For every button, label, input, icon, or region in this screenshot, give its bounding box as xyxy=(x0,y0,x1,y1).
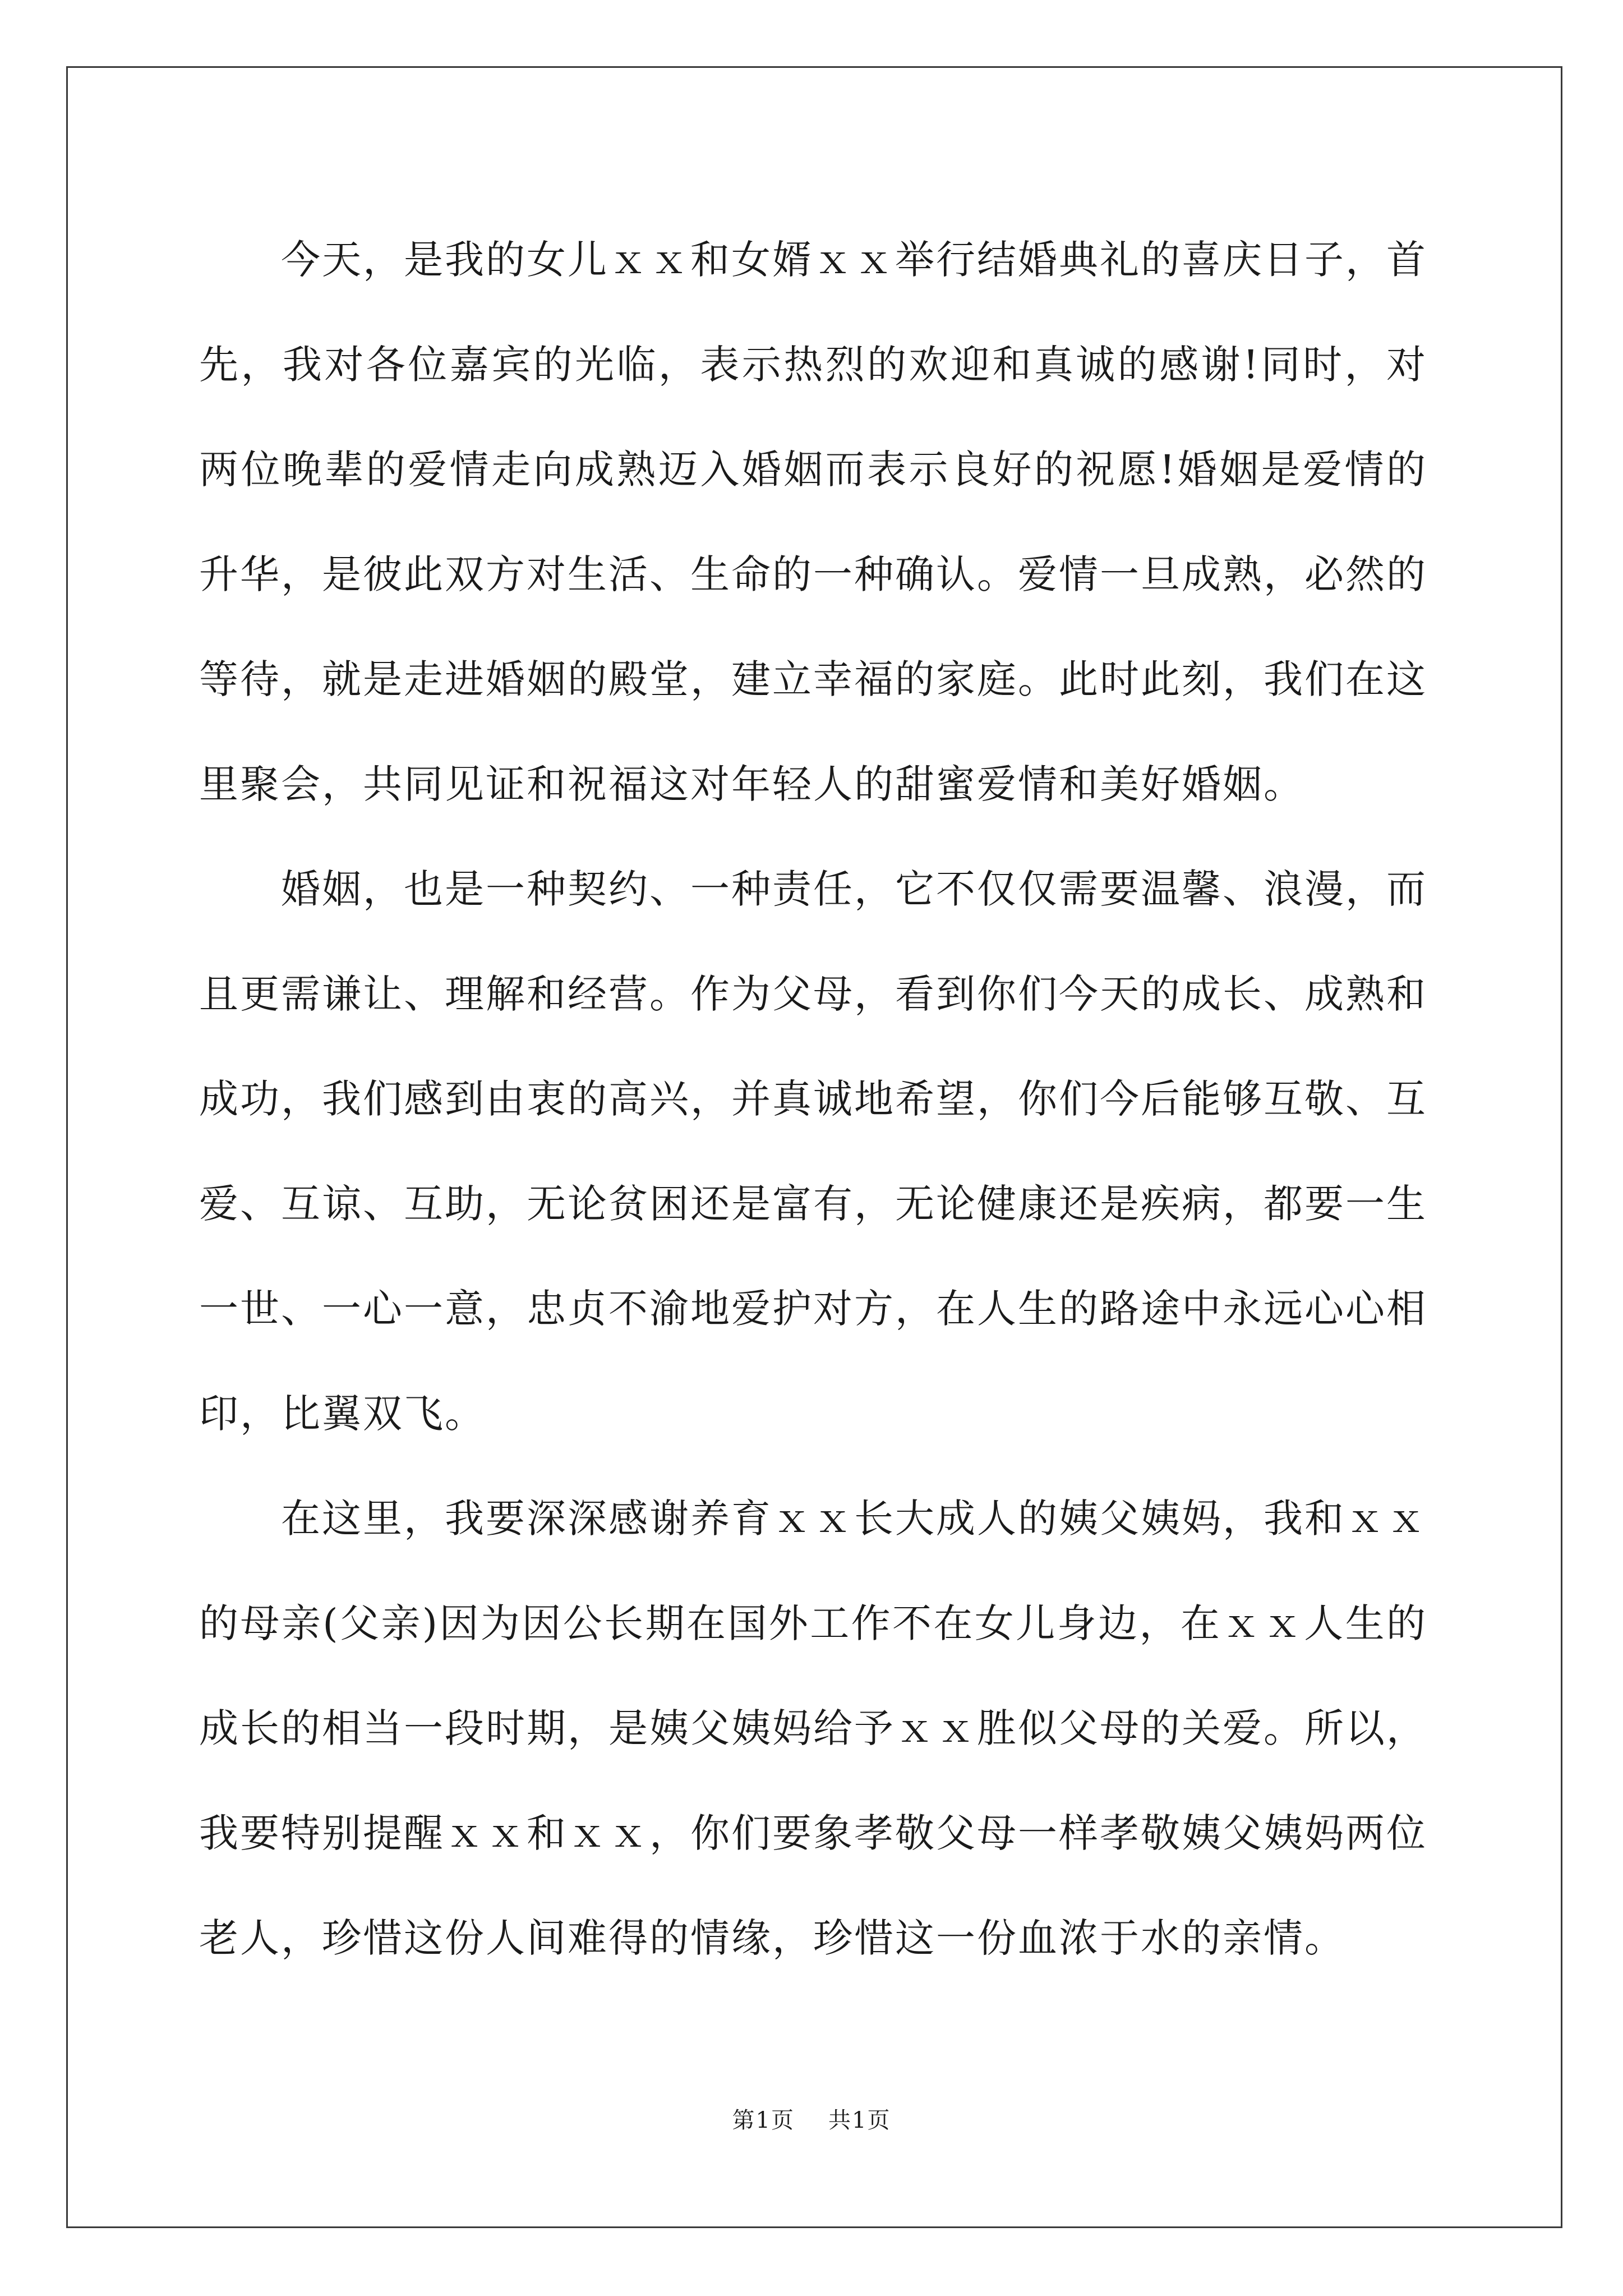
page-total: 共1页 xyxy=(828,2108,891,2133)
paragraph-3: 在这里，我要深深感谢养育ｘｘ长大成人的姨父姨妈，我和ｘｘ的母亲(父亲)因为因公长期在国外工作不在女儿身边，在ｘｘ人生的成长的相当一段时期，是姨父姨妈给予ｘｘ胜似父母的关爱。所以，我要特别提醒ｘｘ和ｘｘ，你们要象孝敬父母一样孝敬姨父姨妈两位老人，珍惜这份人间难得的情缘，珍惜这一份血浓于水的亲情。 xyxy=(199,1496,1427,1961)
paragraph-2: 婚姻，也是一种契约、一种责任，它不仅仅需要温馨、浪漫，而且更需谦让、理解和经营。作为父母，看到你们今天的成长、成熟和成功，我们感到由衷的高兴，并真诚地希望，你们今后能够互敬、互爱、互谅、互助，无论贫困还是富有，无论健康还是疾病，都要一生一世、一心一意，忠贞不渝地爱护对方，在人生的路途中永远心心相印，比翼双飞。 xyxy=(199,866,1427,1437)
document-body xyxy=(199,208,1427,1991)
page-number: 第1页 xyxy=(732,2108,795,2133)
page-footer xyxy=(0,2105,1623,2136)
paragraph-1: 今天，是我的女儿ｘｘ和女婿ｘｘ举行结婚典礼的喜庆日子，首先，我对各位嘉宾的光临，表示热烈的欢迎和真诚的感谢!同时，对两位晚辈的爱情走向成熟迈入婚姻而表示良好的祝愿!婚姻是爱情的升华，是彼此双方对生活、生命的一种确认。爱情一旦成熟，必然的等待，就是走进婚姻的殿堂，建立幸福的家庭。此时此刻，我们在这里聚会，共同见证和祝福这对年轻人的甜蜜爱情和美好婚姻。 xyxy=(199,237,1427,807)
